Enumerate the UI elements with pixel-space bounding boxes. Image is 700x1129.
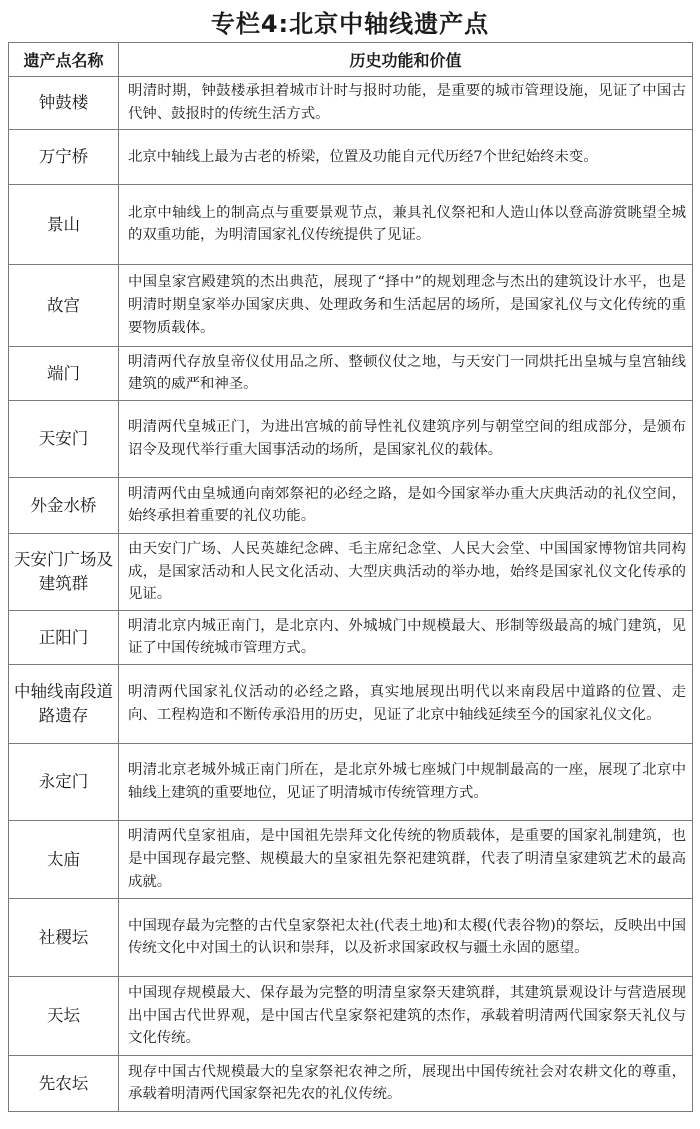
column-header-name: 遗产点名称	[9, 43, 119, 77]
table-header-row	[9, 43, 693, 77]
site-name: 故宫	[9, 265, 119, 347]
table-row	[9, 130, 693, 185]
site-name: 端门	[9, 347, 119, 401]
page-title: 专栏4:北京中轴线遗产点	[210, 9, 490, 38]
site-name: 先农坛	[9, 1056, 119, 1112]
site-name: 钟鼓楼	[9, 77, 119, 130]
site-description: 中国现存最为完整的古代皇家祭祀太社(代表土地)和太稷(代表谷物)的祭坛，反映出中国传统文化中对国土的认识和崇拜，以及祈求国家政权与疆土永固的愿望。	[119, 899, 693, 977]
site-name: 天安门	[9, 401, 119, 478]
site-description: 北京中轴线上的制高点与重要景观节点，兼具礼仪祭祀和人造山体以登高游赏眺望全城的双重功能，为明清国家礼仪传统提供了见证。	[119, 185, 693, 265]
table-row	[9, 821, 693, 899]
site-description: 明清两代皇城正门，为进出宫城的前导性礼仪建筑序列与朝堂空间的组成部分，是颁布诏令及现代举行重大国事活动的场所，是国家礼仪的载体。	[119, 401, 693, 478]
table-row	[9, 401, 693, 478]
table-row	[9, 77, 693, 130]
site-description: 现存中国古代规模最大的皇家祭祀农神之所，展现出中国传统社会对农耕文化的尊重，承载着明清两代国家祭祀先农的礼仪传统。	[119, 1056, 693, 1112]
column-header-desc: 历史功能和价值	[119, 43, 693, 77]
table-row	[9, 347, 693, 401]
table-row	[9, 534, 693, 611]
table-row	[9, 185, 693, 265]
heritage-table	[8, 42, 693, 1112]
table-row	[9, 744, 693, 821]
site-description: 北京中轴线上最为古老的桥梁，位置及功能自元代历经7个世纪始终未变。	[119, 130, 693, 185]
site-description: 中国现存规模最大、保存最为完整的明清皇家祭天建筑群，其建筑景观设计与营造展现出中国古代世界观，是中国古代皇家祭祀建筑的杰作，承载着明清两代国家祭天礼仪与文化传统。	[119, 977, 693, 1056]
table-row	[9, 1056, 693, 1112]
site-name: 太庙	[9, 821, 119, 899]
site-name: 社稷坛	[9, 899, 119, 977]
site-description: 明清北京老城外城正南门所在，是北京外城七座城门中规制最高的一座，展现了北京中轴线上建筑的重要地位，见证了明清城市传统管理方式。	[119, 744, 693, 821]
table-row	[9, 977, 693, 1056]
site-description: 明清两代存放皇帝仪仗用品之所、整顿仪仗之地，与天安门一同烘托出皇城与皇宫轴线建筑的威严和神圣。	[119, 347, 693, 401]
site-name: 永定门	[9, 744, 119, 821]
table-row	[9, 265, 693, 347]
table-row	[9, 611, 693, 665]
site-name: 天坛	[9, 977, 119, 1056]
site-description: 中国皇家宫殿建筑的杰出典范，展现了“择中”的规划理念与杰出的建筑设计水平，也是明清时期皇家举办国家庆典、处理政务和生活起居的场所，是国家礼仪与文化传统的重要物质载体。	[119, 265, 693, 347]
site-description: 明清两代国家礼仪活动的必经之路，真实地展现出明代以来南段居中道路的位置、走向、工程构造和不断传承沿用的历史，见证了北京中轴线延续至今的国家礼仪文化。	[119, 665, 693, 744]
table-row	[9, 478, 693, 534]
site-description: 明清两代由皇城通向南郊祭祀的必经之路，是如今国家举办重大庆典活动的礼仪空间，始终承担着重要的礼仪功能。	[119, 478, 693, 534]
site-name: 正阳门	[9, 611, 119, 665]
site-name: 景山	[9, 185, 119, 265]
site-name: 外金水桥	[9, 478, 119, 534]
table-row	[9, 899, 693, 977]
site-name: 万宁桥	[9, 130, 119, 185]
table-row	[9, 665, 693, 744]
site-description: 明清北京内城正南门，是北京内、外城城门中规模最大、形制等级最高的城门建筑，见证了中国传统城市管理方式。	[119, 611, 693, 665]
site-name: 天安门广场及建筑群	[9, 534, 119, 611]
site-name: 中轴线南段道路遗存	[9, 665, 119, 744]
site-description: 由天安门广场、人民英雄纪念碑、毛主席纪念堂、人民大会堂、中国国家博物馆共同构成，是国家活动和人民文化活动、大型庆典活动的举办地，始终是国家礼仪文化传承的见证。	[119, 534, 693, 611]
site-description: 明清两代皇家祖庙，是中国祖先崇拜文化传统的物质载体，是重要的国家礼制建筑，也是中国现存最完整、规模最大的皇家祖先祭祀建筑群，代表了明清皇家建筑艺术的最高成就。	[119, 821, 693, 899]
site-description: 明清时期，钟鼓楼承担着城市计时与报时功能，是重要的城市管理设施，见证了中国古代钟、鼓报时的传统生活方式。	[119, 77, 693, 130]
